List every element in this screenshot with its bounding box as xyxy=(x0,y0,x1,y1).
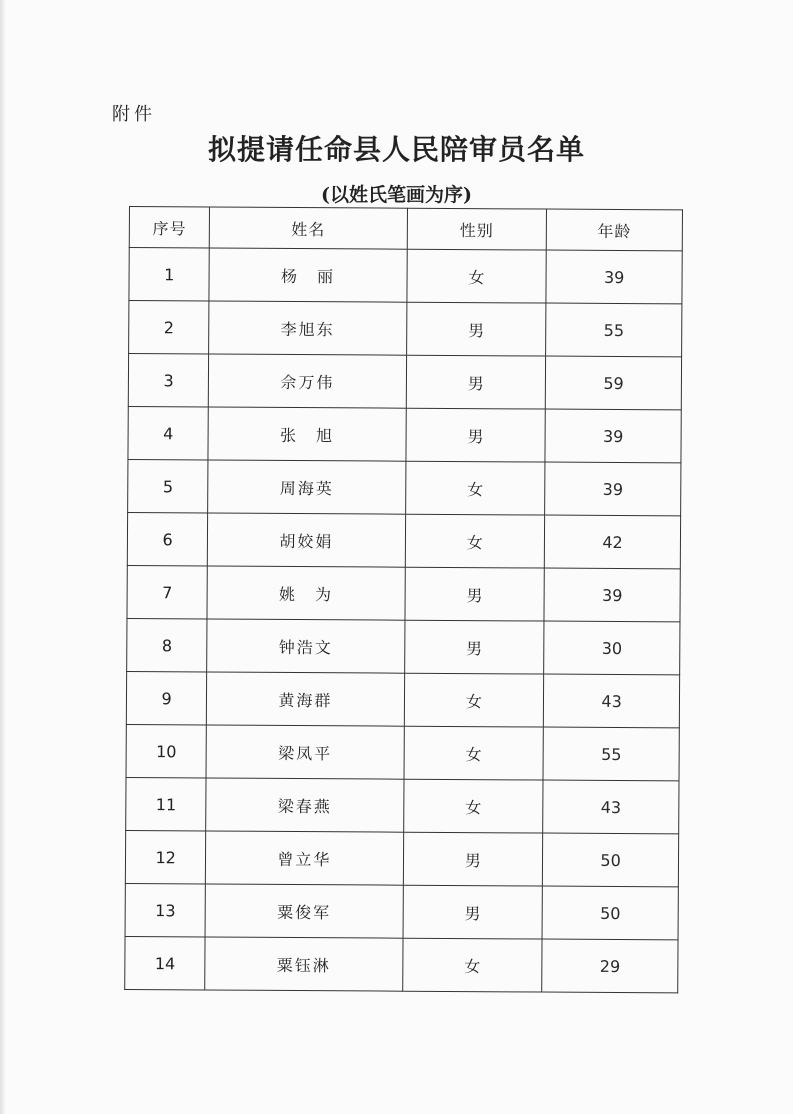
table-row xyxy=(126,724,679,780)
cell-id: 9 xyxy=(126,671,207,724)
cell-id: 11 xyxy=(126,777,207,830)
table-row xyxy=(125,883,678,939)
cell-name: 周海英 xyxy=(208,460,406,514)
table-header-row xyxy=(129,207,682,251)
cell-name: 粟俊军 xyxy=(205,884,403,938)
cell-name: 姚 为 xyxy=(207,566,405,620)
cell-id: 8 xyxy=(127,618,208,671)
header-age: 年龄 xyxy=(546,209,682,251)
table-row xyxy=(127,512,680,568)
document-subtitle: (以姓氏笔画为序) xyxy=(321,184,472,206)
cell-age: 43 xyxy=(543,780,679,834)
cell-age: 59 xyxy=(546,356,682,410)
cell-id: 2 xyxy=(129,301,210,354)
cell-name: 杨 丽 xyxy=(209,248,407,302)
cell-id: 5 xyxy=(128,459,209,512)
table-row xyxy=(127,565,680,621)
table-row xyxy=(128,459,681,515)
table-row xyxy=(129,301,682,357)
table-row xyxy=(125,830,678,886)
cell-gender: 女 xyxy=(406,249,546,303)
cell-gender: 男 xyxy=(403,885,543,939)
table-row xyxy=(127,618,680,674)
cell-age: 30 xyxy=(544,621,680,675)
roster-table xyxy=(124,206,683,993)
cell-id: 6 xyxy=(127,512,208,565)
cell-name: 胡姣娟 xyxy=(208,513,406,567)
cell-name: 黄海群 xyxy=(207,672,405,726)
header-id: 序号 xyxy=(129,207,210,248)
cell-age: 39 xyxy=(545,409,681,463)
cell-id: 4 xyxy=(128,406,209,459)
cell-id: 10 xyxy=(126,724,207,777)
cell-gender: 男 xyxy=(406,408,546,462)
cell-id: 13 xyxy=(125,883,206,936)
cell-name: 梁春燕 xyxy=(206,778,404,832)
cell-name: 佘万伟 xyxy=(209,354,407,408)
cell-age: 39 xyxy=(544,568,680,622)
table-row xyxy=(129,248,682,304)
cell-name: 曾立华 xyxy=(206,831,404,885)
cell-name: 粟钰淋 xyxy=(205,937,403,991)
roster-table-wrapper xyxy=(124,206,685,993)
cell-gender: 女 xyxy=(404,726,544,780)
cell-id: 3 xyxy=(128,354,209,407)
table-row xyxy=(126,671,679,727)
cell-gender: 女 xyxy=(403,779,543,833)
cell-age: 43 xyxy=(544,674,680,728)
cell-age: 55 xyxy=(546,303,682,357)
cell-id: 1 xyxy=(129,248,210,301)
document-title: 拟提请任命县人民陪审员名单 xyxy=(207,133,585,166)
cell-name: 张 旭 xyxy=(208,407,406,461)
cell-age: 50 xyxy=(542,886,678,940)
cell-gender: 男 xyxy=(406,355,546,409)
cell-name: 钟浩文 xyxy=(207,619,405,673)
attachment-label: 附件 xyxy=(112,104,156,125)
table-row xyxy=(128,354,681,410)
header-name: 姓名 xyxy=(210,207,407,249)
cell-age: 39 xyxy=(546,250,682,304)
table-row xyxy=(128,406,681,462)
cell-age: 39 xyxy=(545,462,681,516)
cell-id: 12 xyxy=(125,830,206,883)
cell-age: 42 xyxy=(545,515,681,569)
cell-gender: 男 xyxy=(403,832,543,886)
cell-gender: 男 xyxy=(404,620,544,674)
cell-gender: 女 xyxy=(402,938,542,992)
cell-gender: 男 xyxy=(406,302,546,356)
cell-id: 14 xyxy=(125,936,206,989)
cell-id: 7 xyxy=(127,565,208,618)
cell-name: 梁凤平 xyxy=(206,725,404,779)
cell-gender: 女 xyxy=(404,673,544,727)
table-row xyxy=(126,777,679,833)
cell-age: 50 xyxy=(543,833,679,887)
cell-gender: 女 xyxy=(405,514,545,568)
cell-age: 29 xyxy=(542,939,678,993)
table-body xyxy=(125,248,683,993)
cell-gender: 男 xyxy=(405,567,545,621)
table-row xyxy=(125,936,678,992)
cell-name: 李旭东 xyxy=(209,301,407,355)
cell-gender: 女 xyxy=(405,461,545,515)
header-gender: 性别 xyxy=(407,208,547,250)
cell-age: 55 xyxy=(543,727,679,781)
